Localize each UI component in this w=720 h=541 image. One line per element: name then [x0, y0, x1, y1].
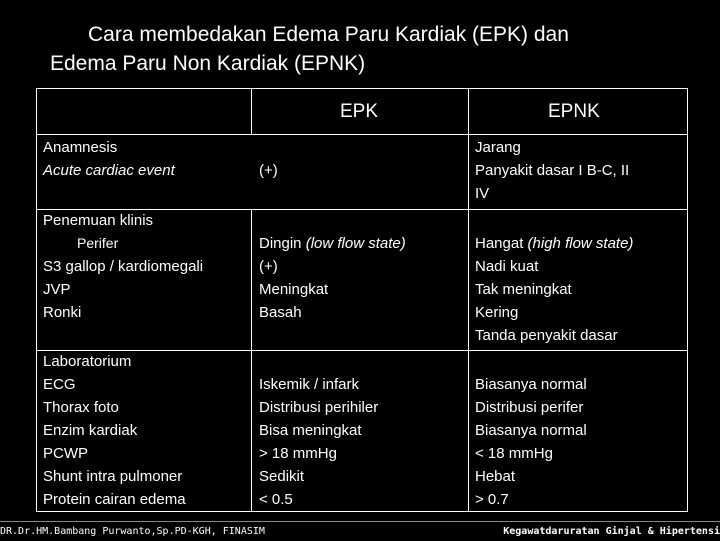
lab-epk-line: Bisa meningkat [259, 422, 362, 439]
lab-item: Shunt intra pulmoner [43, 468, 183, 485]
penemuan-sub: Perifer [77, 235, 119, 251]
row-divider [37, 134, 687, 135]
lab-epk-line: Distribusi perihiler [259, 399, 379, 416]
footer-author: DR.Dr.HM.Bambang Purwanto,Sp.PD-KGH, FINASIM [0, 526, 265, 537]
lab-item: Thorax foto [43, 399, 119, 416]
lab-epk-line: < 0.5 [259, 491, 293, 508]
lab-item: ECG [43, 376, 76, 393]
lab-epnk-line: Hebat [475, 468, 516, 485]
anamnesis-label: Anamnesis [43, 139, 118, 156]
anamnesis-epk: (+) [259, 162, 278, 179]
lab-epnk-line: < 18 mmHg [475, 445, 553, 462]
epnk-temp-italic: (high flow state) [527, 235, 634, 252]
penemuan-epk [259, 232, 406, 324]
lab-column [43, 350, 186, 511]
column-divider [251, 89, 252, 134]
lab-item: Protein cairan edema [43, 491, 186, 508]
penemuan-column [43, 209, 203, 324]
epnk-temp-plain: Hangat [475, 235, 528, 252]
lab-epnk-line: > 0.7 [475, 491, 509, 508]
lab-epk-line: Sedikit [259, 468, 305, 485]
penemuan-epnk-line [475, 232, 633, 255]
penemuan-epk-line [259, 232, 406, 255]
penemuan-item: S3 gallop / kardiomegali [43, 258, 204, 275]
lab-epnk-line: Biasanya normal [475, 376, 587, 393]
lab-epk [259, 373, 378, 511]
lab-epk-line: Iskemik / infark [259, 376, 360, 393]
lab-label: Laboratorium [43, 353, 132, 370]
anamnesis-epnk-line: Jarang [475, 139, 521, 156]
penemuan-epnk [475, 232, 633, 347]
lab-epnk [475, 373, 587, 511]
anamnesis-epnk [475, 136, 629, 205]
anamnesis-item: Acute cardiac event [43, 162, 175, 179]
penemuan-epk-line: Basah [259, 304, 302, 321]
title-line-2: Edema Paru Non Kardiak (EPNK) [50, 52, 366, 75]
penemuan-epnk-line: Tanda penyakit dasar [475, 327, 618, 344]
lab-epnk-line: Distribusi perifer [475, 399, 584, 416]
header-epk: EPK [340, 101, 379, 122]
anamnesis-epnk-line: Panyakit dasar I B-C, II [475, 162, 630, 179]
penemuan-epnk-line: Tak meningkat [475, 281, 572, 298]
penemuan-item: Ronki [43, 304, 82, 321]
lab-item: Enzim kardiak [43, 422, 138, 439]
penemuan-epnk-line: Kering [475, 304, 519, 321]
penemuan-label: Penemuan klinis [43, 212, 154, 229]
epk-temp-plain: Dingin [259, 235, 306, 252]
penemuan-epk-line: Meningkat [259, 281, 329, 298]
penemuan-epk-line: (+) [259, 258, 278, 275]
column-divider [251, 209, 252, 512]
penemuan-item: JVP [43, 281, 71, 298]
lab-epk-line: > 18 mmHg [259, 445, 337, 462]
comparison-table [36, 88, 688, 512]
slide-title [50, 20, 690, 78]
header-epnk: EPNK [548, 101, 600, 122]
lab-epnk-line: Biasanya normal [475, 422, 587, 439]
column-divider [468, 89, 469, 512]
lab-item: PCWP [43, 445, 88, 462]
footer-course: Kegawatdaruratan Ginjal & Hipertensi [503, 526, 720, 537]
anamnesis-epnk-line: IV [475, 185, 490, 202]
slide-footer [0, 521, 720, 541]
penemuan-epnk-line: Nadi kuat [475, 258, 539, 275]
title-line-1: Cara membedakan Edema Paru Kardiak (EPK) dan [88, 23, 569, 46]
epk-temp-italic: (low flow state) [305, 235, 406, 252]
anamnesis-column [43, 136, 175, 182]
